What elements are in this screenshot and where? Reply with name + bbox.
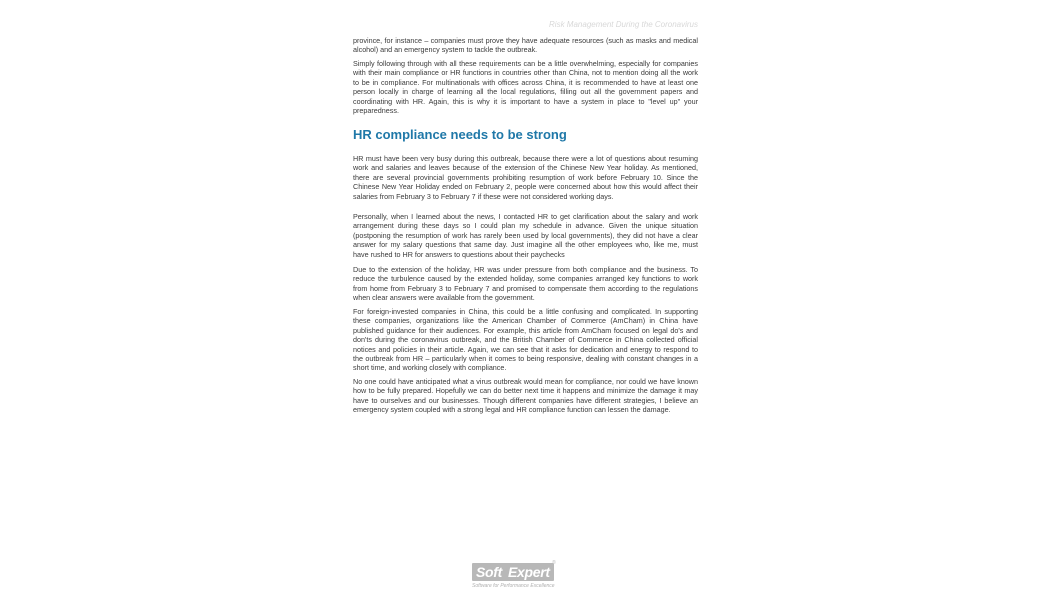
running-header: Risk Management During the Coronavirus [549,20,698,29]
paragraph: province, for instance – companies must prove they have adequate resources (such as masks and medical alcohol) and an emergency system to tackle the outbreak. [353,36,698,55]
paragraph: For foreign-invested companies in China, this could be a little confusing and complicated. In supporting these companies, organizations like the American Chamber of Commerce (AmCham) in China have published guidance for their audiences. For example, this article from AmCham focused on legal do's and don'ts during the coronavirus outbreak, and the British Chamber of Commerce in China collected official notices and policies in their article. Again, we can see that it asks for dedication and energy to respond to the outbreak from HR – particularly when it comes to being responsive, dealing with constant changes in a short time, and working closely with compliance. [353,307,698,373]
registered-mark: ® [552,560,556,566]
paragraph: Due to the extension of the holiday, HR was under pressure from both compliance and the business. To reduce the turbulence caused by the extended holiday, some companies arranged key functions to work from home from February 3 to February 7 and promised to compensate them according to the regulations when clear answers were available from the government. [353,265,698,303]
paragraph: HR must have been very busy during this outbreak, because there were a lot of questions about resuming work and salaries and leaves because of the extension of the Chinese New Year holiday. As mentioned, there are several provincial governments prohibiting resumption of work before February 10. Since the Chinese New Year Holiday ended on February 2, people were concerned about how this would affect their salaries from February 3 to February 7 if these were not considered working days. [353,154,698,201]
logo-tagline: Software for Performance Excellence [472,583,555,589]
paragraph: No one could have anticipated what a virus outbreak would mean for compliance, nor could we have known how to be fully prepared. Hopefully we can do better next time it happens and minimize the damage it may have to ourselves and our businesses. Though different companies have different strategies, I believe an emergency system coupled with a strong legal and HR compliance function can lessen the damage. [353,377,698,415]
logo-word-expert: Expert [508,564,550,580]
softexpert-logo [472,560,577,589]
paragraph: Simply following through with all these requirements can be a little overwhelming, especially for companies with their main compliance or HR functions in countries other than China, not to mention doing all the work to be in compliance. For multinationals with offices across China, it is recommended to have at least one person locally in charge of learning all the local regulations, filling out all the government papers and coordinating with HR. Again, this is why it is important to have a system in place to "level up" your preparedness. [353,59,698,116]
paragraph: Personally, when I learned about the news, I contacted HR to get clarification about the salary and work arrangement during these days so I could plan my schedule in advance. Given the unique situation (postponing the resumption of work has rarely been used by local governments), they did not have a clear answer for my salary questions that same day. Just imagine all the other employees who, like me, must have rushed to HR for answers to questions about their paychecks [353,212,698,259]
logo-word-soft: Soft [476,564,503,580]
section-heading: HR compliance needs to be strong [353,127,567,142]
logo-wordmark [472,563,554,581]
